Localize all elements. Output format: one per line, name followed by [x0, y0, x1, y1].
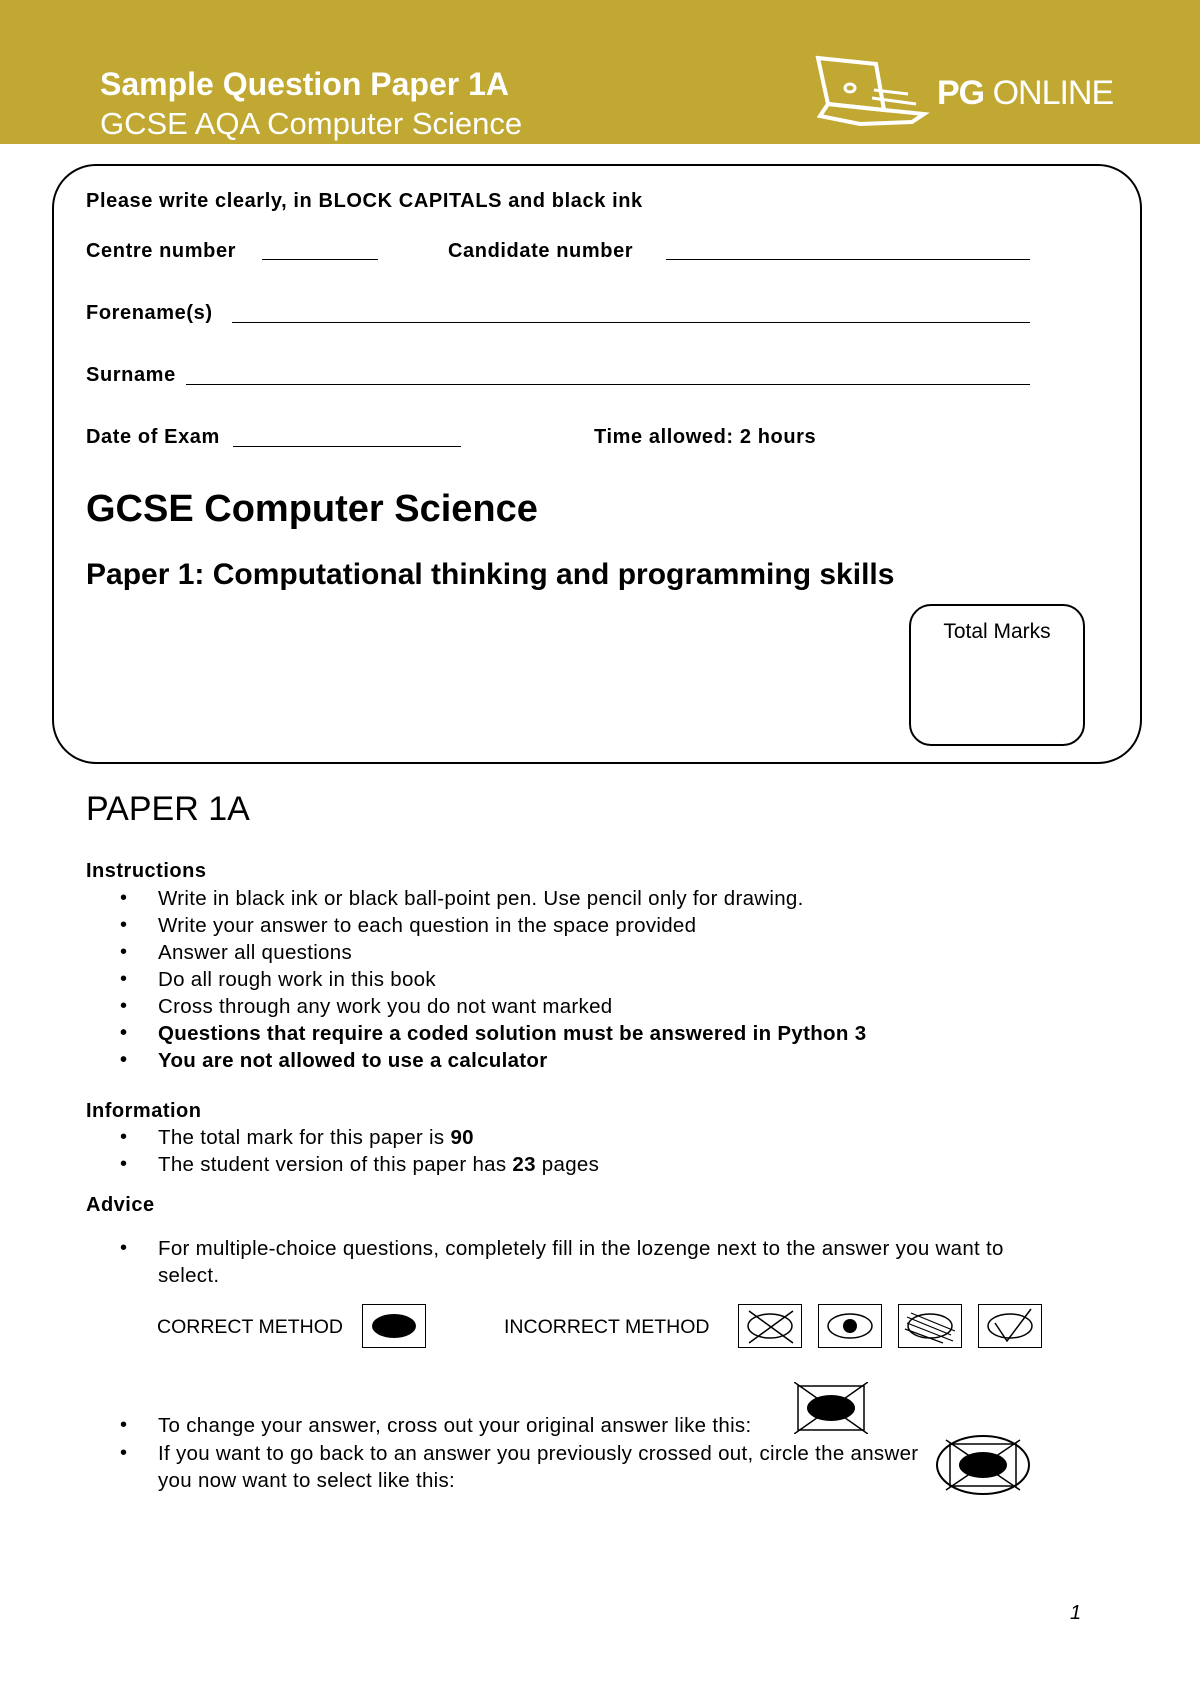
paper-title: Paper 1: Computational thinking and programming skills	[86, 558, 895, 591]
cross-out-example	[794, 1382, 868, 1434]
date-of-exam-field[interactable]	[233, 446, 461, 447]
header-banner	[0, 0, 1200, 144]
incorrect-method-dot	[818, 1304, 882, 1348]
incorrect-method-hatched	[898, 1304, 962, 1348]
forename-label: Forename(s)	[86, 302, 213, 324]
logo-bold-text: PG	[937, 74, 985, 112]
page-number: 1	[1070, 1602, 1082, 1624]
laptop-logo-icon	[812, 52, 932, 132]
total-marks-box	[909, 604, 1085, 746]
advice-list-2	[86, 1412, 1066, 1439]
list-item: • Answer all questions	[86, 939, 1066, 966]
time-allowed: Time allowed: 2 hours	[594, 426, 817, 448]
candidate-number-field[interactable]	[666, 259, 1030, 260]
list-item: • If you want to go back to an answer you previously crossed out, circle the answer you now want to select like this:	[86, 1440, 926, 1494]
list-item: • To change your answer, cross out your original answer like this:	[86, 1412, 1066, 1439]
total-mark-text: The total mark for this paper is	[158, 1126, 451, 1149]
banner-subtitle: GCSE AQA Computer Science	[100, 106, 523, 141]
list-item	[86, 1124, 1066, 1151]
crossed-out-lozenge-icon	[794, 1382, 868, 1434]
surname-field[interactable]	[186, 384, 1030, 385]
advice-list-3	[86, 1440, 926, 1494]
filled-lozenge-icon	[363, 1305, 427, 1349]
page-count-text: The student version of this paper has	[158, 1153, 513, 1176]
dotted-lozenge-icon	[819, 1305, 883, 1349]
subject-title: GCSE Computer Science	[86, 488, 538, 530]
centre-number-field[interactable]	[262, 259, 378, 260]
advice-heading: Advice	[86, 1194, 155, 1216]
information-heading: Information	[86, 1100, 202, 1122]
incorrect-method-label: INCORRECT METHOD	[504, 1316, 710, 1338]
page-count-value: 23	[512, 1153, 536, 1176]
forename-field[interactable]	[232, 322, 1030, 323]
list-item: • Questions that require a coded solution must be answered in Python 3	[86, 1020, 1066, 1047]
instructions-heading: Instructions	[86, 860, 207, 882]
list-item: • For multiple-choice questions, completely fill in the lozenge next to the answer you want to select.	[86, 1235, 1066, 1289]
hatched-lozenge-icon	[899, 1305, 963, 1349]
logo-light-text: ONLINE	[992, 74, 1114, 112]
list-item	[86, 1151, 1066, 1178]
list-item: • Do all rough work in this book	[86, 966, 1066, 993]
list-item: • Write your answer to each question in the space provided	[86, 912, 1066, 939]
list-item: • Write in black ink or black ball-point pen. Use pencil only for drawing.	[86, 885, 1066, 912]
incorrect-method-cross	[738, 1304, 802, 1348]
circled-answer-example	[934, 1432, 1032, 1498]
correct-method-example	[362, 1304, 426, 1348]
instructions-list	[86, 885, 1066, 1074]
surname-label: Surname	[86, 364, 176, 386]
crossed-lozenge-icon	[739, 1305, 803, 1349]
incorrect-method-tick	[978, 1304, 1042, 1348]
candidate-number-label: Candidate number	[448, 240, 634, 262]
advice-list-1	[86, 1235, 1066, 1289]
information-list	[86, 1124, 1066, 1178]
paper-id: PAPER 1A	[86, 790, 250, 828]
banner-title: Sample Question Paper 1A	[100, 66, 510, 102]
list-item: • Cross through any work you do not want marked	[86, 993, 1066, 1020]
total-mark-value: 90	[450, 1126, 474, 1149]
ticked-lozenge-icon	[979, 1305, 1043, 1349]
total-marks-label: Total Marks	[943, 620, 1051, 643]
circled-lozenge-icon	[934, 1432, 1032, 1498]
page-count-suffix: pages	[535, 1153, 600, 1176]
correct-method-label: CORRECT METHOD	[157, 1316, 343, 1338]
form-instruction: Please write clearly, in BLOCK CAPITALS and black ink	[86, 190, 643, 212]
centre-number-label: Centre number	[86, 240, 237, 262]
date-of-exam-label: Date of Exam	[86, 426, 220, 448]
list-item: • You are not allowed to use a calculator	[86, 1047, 1066, 1074]
logo-text	[937, 74, 1113, 113]
